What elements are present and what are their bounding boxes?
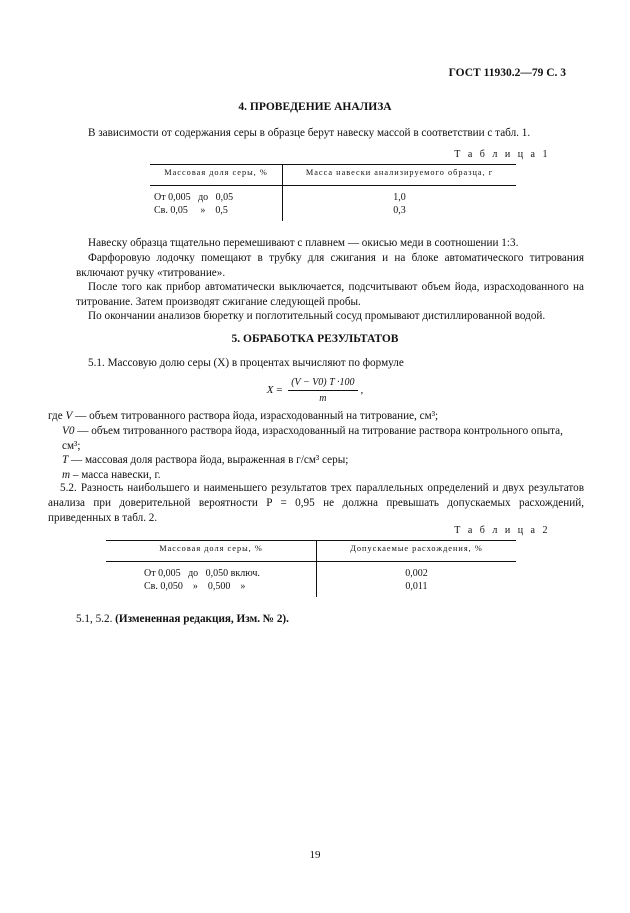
table-2-header-tolerance: Допускаемые расхождения, % — [317, 541, 517, 562]
paragraph: Навеску образца тщательно перемешивают с плавнем — окисью меди в соотношении 1:3. — [88, 237, 519, 249]
section-5-title: 5. ОБРАБОТКА РЕЗУЛЬТАТОВ — [231, 333, 399, 345]
formula-legend — [48, 409, 584, 483]
section-5-paragraph-1: 5.1. Массовую долю серы (X) в процентах вычисляют по формуле — [88, 357, 404, 369]
paragraph: По окончании анализов бюретку и поглотительный сосуд промывают дистиллированной водой. — [88, 310, 546, 322]
table-row-range: От 0,005 до 0,050 включ. — [144, 567, 260, 579]
paragraph: Фарфоровую лодочку помещают в трубку для сжигания и на блоке автоматического титрования включают ручку «титрование». — [76, 252, 584, 279]
paragraph: После того как прибор автоматически выключается, подсчитывают объем йода, израсходованного на титрование. Затем производят сжигание следующей пробы. — [76, 281, 584, 308]
section-4-title: 4. ПРОВЕДЕНИЕ АНАЛИЗА — [238, 101, 392, 113]
legend-text: — массовая доля раствора йода, выраженная в г/см³ серы; — [71, 454, 349, 467]
legend-text: — объем титрованного раствора йода, израсходованный на титрование раствора контрольного опыта, см³; — [62, 424, 563, 452]
legend-symbol: V — [65, 410, 73, 422]
formula-lhs: X — [266, 384, 274, 397]
legend-text: — объем титрованного раствора йода, израсходованный на титрование, см³; — [75, 410, 439, 422]
formula-fraction — [288, 376, 357, 405]
table-1-header-mass: Масса навески анализируемого образца, г — [283, 165, 517, 186]
formula-denominator: m — [319, 393, 327, 405]
legend-symbol: T — [62, 454, 69, 467]
table-1-header-sulfur: Массовая доля серы, % — [150, 165, 283, 186]
section-5-paragraph-2: 5.2. Разность наибольшего и наименьшего результатов трех параллельных определений и двух результатов анализа при доверительной вероятности P = 0,95 не должна превышать допускаемых расхождений, приведенных в табл. 2. — [48, 482, 584, 524]
formula-equals: = — [276, 384, 283, 397]
legend-symbol: V0 — [62, 424, 75, 437]
legend-row-v — [48, 409, 584, 424]
formula-tail: , — [360, 384, 364, 397]
formula-numerator: (V − V0) T ·100 — [288, 376, 357, 391]
amendment-text: (Измененная редакция, Изм. № 2). — [115, 613, 289, 625]
table-row-range: Св. 0,05 » 0,5 — [154, 205, 228, 217]
section-4-intro: В зависимости от содержания серы в образце берут навеску массой в соответствии с табл. 1. — [88, 127, 531, 139]
page-number: 19 — [309, 849, 321, 861]
formula — [0, 376, 630, 405]
legend-prefix: где — [48, 410, 63, 422]
amendment-note — [76, 612, 289, 627]
table-1 — [150, 164, 516, 221]
legend-symbol: m — [62, 469, 71, 482]
table-row-range: От 0,005 до 0,05 — [154, 191, 234, 203]
legend-row-t — [48, 453, 584, 468]
legend-text: – масса навески, г. — [72, 469, 161, 482]
table-2-caption: Т а б л и ц а 2 — [454, 525, 550, 536]
table-2 — [106, 540, 516, 597]
table-row-range: Св. 0,050 » 0,500 » — [144, 581, 246, 593]
legend-row-v0 — [48, 424, 584, 454]
table-row-value: 0,011 — [317, 580, 517, 597]
table-2-header-sulfur: Массовая доля серы, % — [106, 541, 317, 562]
amendment-prefix: 5.1, 5.2. — [76, 613, 113, 625]
table-1-caption: Т а б л и ц а 1 — [454, 149, 550, 160]
table-row-value: 0,3 — [283, 204, 517, 221]
table-row-value: 0,002 — [317, 561, 517, 580]
page-header: ГОСТ 11930.2—79 С. 3 — [448, 67, 566, 79]
table-row-value: 1,0 — [283, 185, 517, 204]
